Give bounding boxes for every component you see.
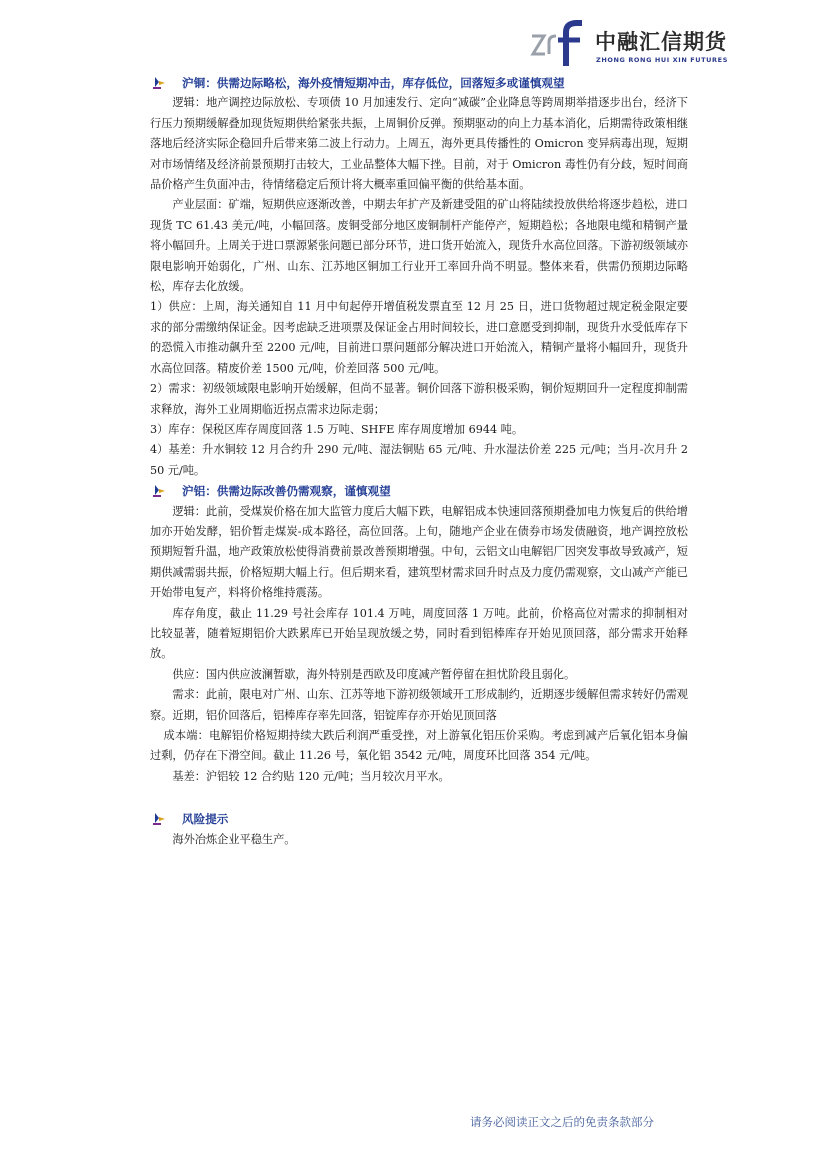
paragraph: 产业层面：矿端，短期供应逐渐改善，中期去年扩产及新建受阻的矿山将陆续投放供给将逐步趋松，进口现货 TC 61.43 美元/吨，小幅回落。废铜受部分地区废铜制杆产能停产，短期趋松；各地限电缆和精铜产量将小幅回升。上周关于进口票源紧张问题已部分环节，进口货开始流入，现货升水高位回落。下游初级领域亦限电影响开始弱化，广州、山东、江苏地区铜加工行业开工率回升尚不明显。整体来看，供需仍预期边际略松，库存去化放缓。	[150, 198, 688, 294]
section-heading-risk	[150, 809, 688, 829]
paragraph: 3）库存：保税区库存周度回落 1.5 万吨、SHFE 库存周度增加 6944 吨。	[150, 422, 524, 436]
paragraph: 逻辑：此前，受煤炭价格在加大监管力度后大幅下跌，电解铝成本快速回落预期叠加电力恢复后的供给增加亦开始发酵，铝价暂走煤炭-成本路径，高位回落。上旬，随地产企业在债券市场发债融资，地产调控放松预期短暂升温，地产政策放松使得消费前景改善预期增强。中旬，云铝文山电解铝厂因突发事故导致减产，短期供减需弱共振，价格短期大幅上行。但后期来看，建筑型材需求回升时点及力度仍需观察，文山减产产能已开始带电复产，料将价格维持震荡。	[150, 504, 688, 600]
zrf-logo-mark-icon	[530, 20, 590, 70]
paragraph: 库存角度，截止 11.29 号社会库存 101.4 万吨，周度回落 1 万吨。此前，价格高位对需求的抑制相对比较显著，随着短期铝价大跌累库已开始呈现放缓之势，同时看到铝棒库存开始见顶回落，部分需求开始释放。	[150, 606, 688, 661]
disclaimer-footer: 请务必阅读正文之后的免责条款部分	[470, 1115, 654, 1129]
paragraph: 需求：此前，限电对广州、山东、江苏等地下游初级领域开工形成制约，近期逐步缓解但需求转好仍需观察。近期，铝价回落后，铝棒库存率先回落，铝锭库存亦开始见顶回落	[150, 688, 688, 722]
paragraph: 逻辑：地产调控边际放松、专项债 10 月加速发行、定向“减碳”企业降息等跨周期举措逐步出台，经济下行压力预期缓解叠加现货短期供给紧张共振，上周铜价反弹。预期驱动的向上力基本消化，后期需待政策相继落地后经济实际企稳回升后带来第二波上行动力。上周五，海外更具传播性的 Omicron 变异病毒出现，短期对市场情绪及经济前景预期打击较大，工业品整体大幅下挫。目前，对于 Omicron 毒性仍有分歧，短时间商品价格产生负面冲击，待情绪稳定后预计将大概率重回偏平衡的供给基本面。	[150, 96, 688, 192]
logo-chinese-name: 中融汇信期货	[595, 30, 727, 54]
paragraph: 供应：国内供应波澜暂歇，海外特别是西欧及印度减产暂停留在担忧阶段且弱化。	[172, 667, 576, 681]
arrow-bullet-icon	[150, 812, 168, 826]
logo-english-name: ZHONG RONG HUI XIN FUTURES	[596, 56, 728, 64]
section-heading-text: 风险提示	[182, 812, 229, 827]
paragraph: 基差：沪铝较 12 合约贴 120 元/吨；当月较次月平水。	[172, 769, 450, 783]
paragraph: 海外冶炼企业平稳生产。	[172, 832, 296, 846]
paragraph: 成本端：电解铝价格短期持续大跌后利润严重受挫，对上游氧化铝压价采购。考虑到减产后氧化铝本身偏过剩，仍存在下滑空间。截止 11.26 号，氧化铝 3542 元/吨，周度环比回落 354 元/吨。	[150, 729, 688, 763]
section-heading-copper	[150, 73, 688, 93]
arrow-bullet-icon	[150, 484, 168, 498]
company-logo	[530, 20, 730, 72]
section-heading-aluminum	[150, 481, 688, 501]
paragraph: 2）需求：初级领域限电影响开始缓解，但尚不显著。铜价回落下游积极采购，铜价短期回升一定程度抑制需求释放，海外工业周期临近拐点需求边际走弱；	[150, 382, 688, 416]
arrow-bullet-icon	[150, 76, 168, 90]
section-heading-text: 沪铝：供需边际改善仍需观察，谨慎观望	[182, 484, 391, 499]
paragraph: 1）供应：上周，海关通知自 11 月中旬起停开增值税发票直至 12 月 25 日，进口货物超过规定税金限定要求的部分需缴纳保证金。因考虑缺乏进项票及保证金占用时间较长，进口意愿受到抑制，现货升水受低库存下的恐慌入市推动飙升至 2200 元/吨，目前进口票问题部分解决进口开始流入，精铜产量将小幅回升，现货升水高位回落。精废价差 1500 元/吨，价差回落 500 元/吨。	[150, 300, 688, 375]
section-heading-text: 沪铜：供需边际略松，海外疫情短期冲击，库存低位，回落短多或谨慎观望	[182, 76, 565, 90]
report-body	[150, 73, 688, 850]
paragraph: 4）基差：升水铜较 12 月合约升 290 元/吨、湿法铜贴 65 元/吨、升水湿法价差 225 元/吨；当月-次月升 250 元/吨。	[150, 443, 688, 477]
